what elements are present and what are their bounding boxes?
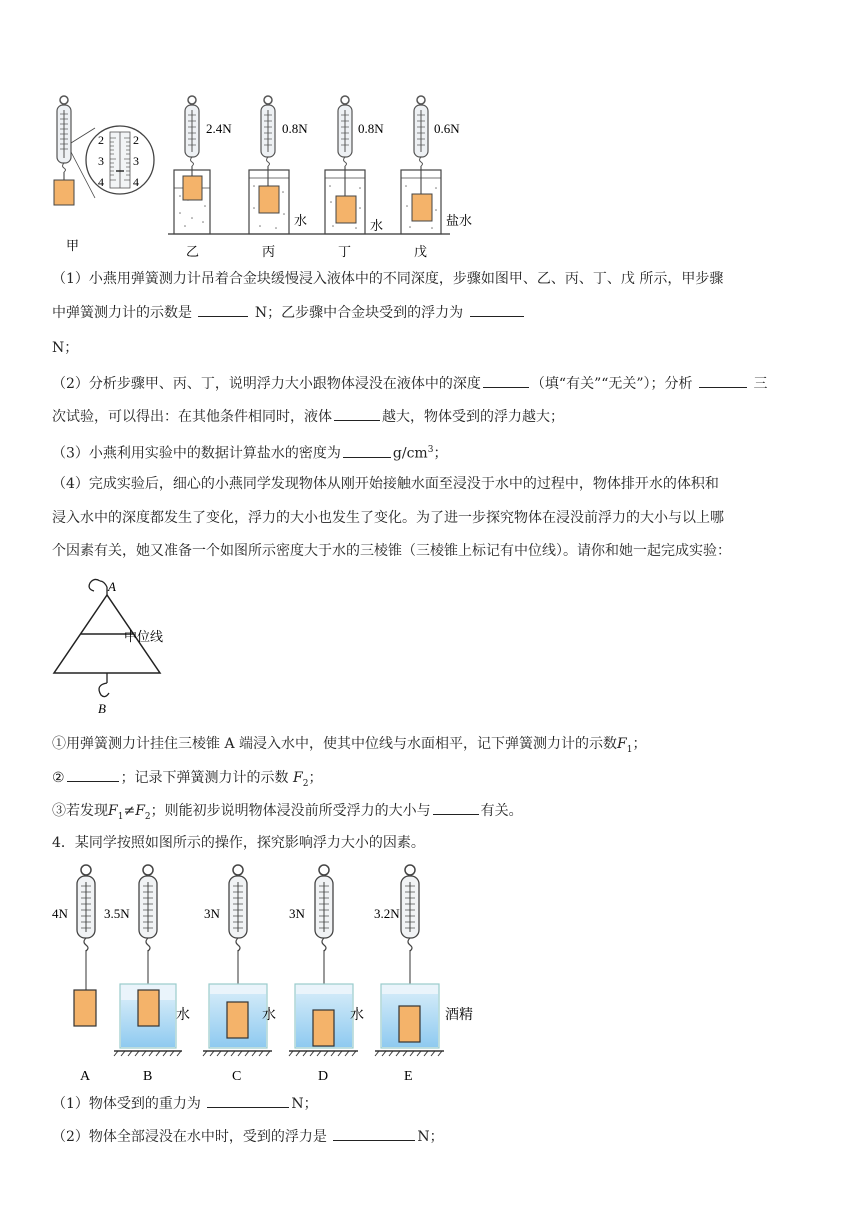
step2-text: ；记录下弹簧测力计的示数 [120, 770, 289, 786]
q-part3 [52, 440, 447, 464]
caption-a: A [80, 1069, 91, 1084]
reading-b: 3.5N [104, 906, 130, 921]
figure-buoyancy-beakers [48, 862, 488, 1087]
q-part2-line2 [52, 406, 564, 427]
scale-yi [174, 96, 210, 234]
step1-sub: 1 [626, 744, 633, 755]
answer-blank-saltwater-density[interactable] [343, 443, 391, 458]
caption-bing: 丙 [262, 244, 276, 259]
scale-b [114, 865, 182, 1056]
scale-a [74, 865, 96, 1026]
step-3 [52, 800, 523, 827]
zoom-tick-right-3: 3 [133, 154, 139, 168]
answer-blank-three-trials[interactable] [699, 373, 747, 388]
answer-blank-step2[interactable] [67, 767, 119, 782]
q-part2-text-c: 三 [753, 376, 768, 392]
caption-ding: 丁 [338, 244, 352, 259]
zoom-tick-left-4: 4 [98, 175, 104, 189]
q-part3-unit: g/cm [392, 445, 428, 462]
reading-c: 3N [204, 906, 220, 921]
reading-wu: 0.6N [434, 121, 460, 136]
q4-title: 4．某同学按照如图所示的操作，探究影响浮力大小的因素。 [52, 835, 425, 851]
q-part1-text-a: 中弹簧测力计的示数是 [52, 305, 192, 321]
step3-s2: 2 [144, 811, 151, 822]
scale-wu [401, 96, 441, 234]
step3-text-c: 有关。 [480, 803, 523, 819]
answer-blank-liquid-property[interactable] [334, 406, 380, 421]
scale-jia [54, 96, 154, 205]
figure-spring-scale-experiment [40, 88, 500, 260]
step2-end: ； [308, 770, 323, 786]
step2-marker: ② [52, 770, 65, 786]
liquid-label-d: 水 [350, 1008, 364, 1023]
liquid-label-b: 水 [176, 1008, 190, 1023]
liquid-label-c: 水 [262, 1008, 276, 1023]
label-end-a: A [108, 579, 116, 594]
q-part4-line1: （4）完成实验后，细心的小燕同学发现物体从刚开始接触水面至浸没于水中的过程中，物体排开水的体积和 [52, 476, 719, 492]
q-part1-line3: N； [52, 340, 79, 356]
q-part1-line1: （1）小燕用弹簧测力计吊着合金块缓慢浸入液体中的不同深度，步骤如图甲、乙、丙、丁、戊 所示，甲步骤 [52, 271, 724, 287]
scale-d [289, 865, 358, 1056]
label-end-b: B [98, 701, 106, 715]
zoom-tick-left-2: 2 [98, 133, 104, 147]
reading-yi: 2.4N [206, 121, 232, 136]
caption-wu: 戊 [414, 244, 428, 259]
answer-blank-buoyancy[interactable] [333, 1126, 415, 1141]
scale-c [203, 865, 272, 1056]
step2-sub: 2 [302, 778, 309, 789]
figure-triangular-pyramid [50, 575, 190, 715]
reading-ding: 0.8N [358, 121, 384, 136]
q-part4-line2: 浸入水中的深度都发生了变化，浮力的大小也发生了变化。为了进一步探究物体在浸没前浮力的大小与以上哪 [52, 510, 724, 526]
step2-var: F [293, 770, 303, 786]
answer-blank-step3[interactable] [433, 800, 479, 815]
q-part1-text-b: N；乙步骤中合金块受到的浮力为 [254, 305, 464, 321]
caption-jia: 甲 [66, 238, 80, 253]
step3-text-b: ；则能初步说明物体浸没前所受浮力的大小与 [150, 803, 431, 819]
scale-ding [325, 96, 365, 234]
liquid-label-e: 酒精 [445, 1008, 473, 1023]
caption-b: B [143, 1069, 153, 1084]
q-part4-line3: 个因素有关，她又准备一个如图所示密度大于水的三棱锥（三棱锥上标记有中位线）。请你和她一起完成实验： [52, 543, 731, 559]
q-part2-line1 [52, 373, 767, 394]
reading-e: 3.2N [374, 906, 400, 921]
q-part3-end: ； [433, 445, 448, 462]
scale-e [375, 865, 444, 1056]
q4-part1 [52, 1093, 318, 1114]
caption-e: E [404, 1069, 413, 1084]
step-2 [52, 767, 322, 794]
reading-bing: 0.8N [282, 121, 308, 136]
q-part2-text-e: 越大，物体受到的浮力越大； [382, 409, 564, 425]
q-part1-line2 [52, 302, 526, 323]
caption-d: D [318, 1069, 329, 1084]
reading-d: 3N [289, 906, 305, 921]
step3-f1: F [108, 803, 118, 819]
q4-part1-text: （1）物体受到的重力为 [52, 1096, 201, 1112]
scale-bing [249, 96, 289, 234]
q4-part1-unit: N； [291, 1096, 318, 1112]
answer-blank-yi-buoyancy[interactable] [470, 302, 524, 317]
liquid-label-ding: 水 [370, 218, 384, 233]
q4-part2-text: （2）物体全部浸没在水中时，受到的浮力是 [52, 1129, 327, 1145]
step3-text-a: ③若发现 [52, 803, 108, 819]
q-part3-text-a: （3）小燕利用实验中的数据计算盐水的密度为 [52, 445, 341, 462]
zoom-tick-right-4: 4 [133, 175, 139, 189]
liquid-label-bing: 水 [294, 213, 308, 228]
step3-ne: ≠ [123, 803, 136, 819]
step1-var: F [617, 736, 627, 752]
answer-blank-depth-relation[interactable] [483, 373, 529, 388]
liquid-label-wu: 盐水 [446, 213, 473, 228]
q-part2-text-b: （填“有关”“无关”）；分析 [530, 376, 693, 392]
q-part3-unit-exp: 3 [427, 445, 434, 455]
q-part2-text-d: 次试验，可以得出：在其他条件相同时，液体 [52, 409, 332, 425]
q4-part2 [52, 1126, 444, 1147]
step3-s1: 1 [117, 811, 124, 822]
step3-f2: F [135, 803, 145, 819]
q-part2-text-a: （2）分析步骤甲、丙、丁，说明浮力大小跟物体浸没在液体中的深度 [52, 376, 481, 392]
step-1 [52, 734, 646, 760]
label-midline: 中位线 [124, 629, 164, 644]
caption-yi: 乙 [186, 244, 200, 259]
answer-blank-gravity[interactable] [207, 1093, 289, 1108]
zoom-tick-right-2: 2 [133, 133, 139, 147]
zoom-tick-left-3: 3 [98, 154, 104, 168]
caption-c: C [232, 1069, 242, 1084]
reading-a: 4N [52, 906, 68, 921]
step1-text: ①用弹簧测力计挂住三棱锥 A 端浸入水中，使其中位线与水面相平，记下弹簧测力计的示数 [52, 736, 618, 752]
answer-blank-jia-reading[interactable] [198, 302, 248, 317]
q4-part2-unit: N； [417, 1129, 444, 1145]
step1-end: ； [632, 736, 647, 752]
